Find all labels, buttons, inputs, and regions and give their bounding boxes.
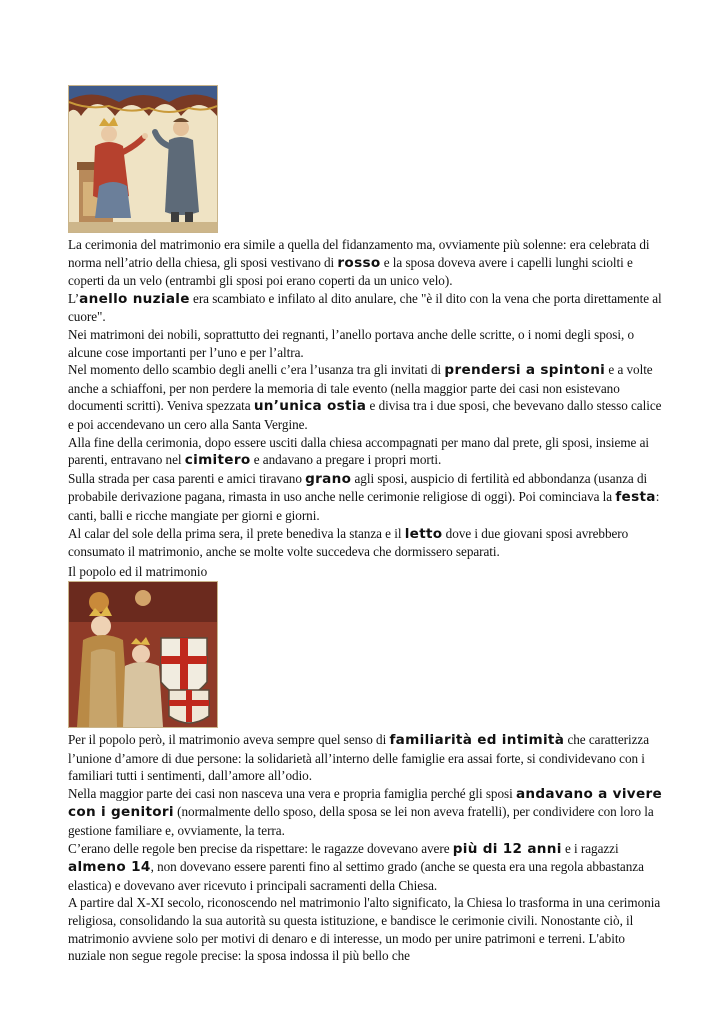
section2-paragraph-1 xyxy=(68,731,664,785)
text-run: L’ xyxy=(68,290,80,306)
text-run: : canti, balli e ricche mangiate per giorni e giorni. xyxy=(68,489,660,523)
text-run: , non dovevano essere parenti fino al settimo grado (anche se questa era una regola abbastanza elastica) e dovevano aver ricevuto i principali sacramenti della Chiesa. xyxy=(68,859,644,893)
main-text-section-2 xyxy=(68,731,664,965)
highlighted-keyword: un’unica ostia xyxy=(253,398,367,415)
text-run: C’erano delle regole ben precise da rispettare: le ragazze dovevano avere xyxy=(68,840,453,856)
miniature-king-and-man-image xyxy=(68,85,218,233)
section1-paragraph-7 xyxy=(68,525,664,561)
section2-paragraph-2 xyxy=(68,785,664,840)
text-run: che caratterizza l’unione d’amore di due persone: la solidarietà all’interno delle famiglie era assai forte, si condividevano con i familiari tutti i sentimenti, dall’amore all’odio. xyxy=(68,732,649,784)
text-run: La cerimonia del matrimonio era simile a quella del fidanzamento ma, ovviamente più solenne: era celebrata di norma nell’atrio della chiesa, gli sposi vestivano di xyxy=(68,237,650,270)
highlighted-keyword: grano xyxy=(305,470,352,487)
highlighted-keyword: cimitero xyxy=(184,452,251,469)
text-run: e i ragazzi xyxy=(561,840,619,856)
section1-paragraph-5 xyxy=(68,434,664,470)
miniature-crowned-figures-image xyxy=(68,581,218,728)
text-run: Nella maggior parte dei casi non nasceva una vera e propria famiglia perché gli sposi xyxy=(68,785,516,801)
main-text-section-1 xyxy=(68,236,664,561)
text-run: e la sposa doveva avere i capelli lunghi sciolti e coperti da un velo (entrambi gli sposi poi erano coperti da un unico velo). xyxy=(68,254,633,289)
section1-paragraph-1 xyxy=(68,236,664,290)
text-run: Alla fine della cerimonia, dopo essere usciti dalla chiesa accompagnati per mano dal prete, gli sposi, insieme ai parenti, entravano nel xyxy=(68,434,649,468)
section1-paragraph-3 xyxy=(68,326,664,361)
text-run: e a volte anche a schiaffoni, per non perdere la memoria di tale evento (nella maggior parte dei casi non esistevano documenti scritti). Veniva spezzata xyxy=(68,362,653,414)
highlighted-keyword: almeno 14 xyxy=(68,859,151,876)
highlighted-keyword: festa xyxy=(615,489,656,506)
highlighted-keyword: andavano a vivere con i genitori xyxy=(68,785,663,821)
text-run: Nei matrimoni dei nobili, soprattutto dei regnanti, l’anello portava anche delle scritte, o i nomi degli sposi, o alcune cose importanti per l’uno e per l’altra. xyxy=(68,326,635,360)
section2-paragraph-3 xyxy=(68,840,664,895)
text-run: (normalmente dello sposo, della sposa se lei non aveva fratelli), per condividere con loro la gestione familiare e, ovviamente, la terra. xyxy=(68,804,654,838)
highlighted-keyword: più di 12 anni xyxy=(452,840,562,857)
text-run: A partire dal X-XI secolo, riconoscendo nel matrimonio l'alto significato, la Chiesa lo trasforma in una cerimonia religiosa, consolidando la sua autorità su questa istituzione, e bandisce le cerimonie civili. Nonostante ciò, il matrimonio avviene solo per motivi di denaro e di interesse, un modo per unire patrimoni e terreni. L'abito nuziale non segue regole precise: la sposa indossa il più bello che xyxy=(68,895,661,964)
text-run: era scambiato e infilato al dito anulare, che "è il dito con la vena che porta direttamente al cuore". xyxy=(68,290,662,325)
highlighted-keyword: prendersi a spintoni xyxy=(444,362,606,379)
highlighted-keyword: anello nuziale xyxy=(79,290,190,307)
text-run: Nel momento dello scambio degli anelli c’era l’usanza tra gli invitati di xyxy=(68,362,445,378)
text-run: e andavano a pregare i propri morti. xyxy=(250,452,442,468)
section1-paragraph-6 xyxy=(68,470,664,525)
text-run: Al calar del sole della prima sera, il prete benediva la stanza e il xyxy=(68,525,405,541)
section-heading: Il popolo ed il matrimonio xyxy=(68,564,208,579)
text-run: dove i due giovani sposi avrebbero consumato il matrimonio, anche se molte volte succedeva che dormissero separati. xyxy=(68,525,629,560)
text-run: Per il popolo però, il matrimonio aveva sempre quel senso di xyxy=(68,732,390,747)
highlighted-keyword: rosso xyxy=(337,254,381,271)
section2-paragraph-4 xyxy=(68,894,664,964)
section1-paragraph-2 xyxy=(68,290,664,326)
text-run: e divisa tra i due sposi, che bevevano dallo stesso calice e poi accendevano un cero alla Santa Vergine. xyxy=(68,398,662,432)
highlighted-keyword: letto xyxy=(404,525,443,542)
text-run: agli sposi, auspicio di fertilità ed abbondanza (usanza di probabile derivazione pagana, rimasta in uso anche nelle cerimonie religiose di oggi). Poi cominciava la xyxy=(68,470,648,505)
highlighted-keyword: familiarità ed intimità xyxy=(389,732,565,748)
text-run: Sulla strada per casa parenti e amici tiravano xyxy=(68,470,306,486)
section1-paragraph-4 xyxy=(68,361,664,433)
